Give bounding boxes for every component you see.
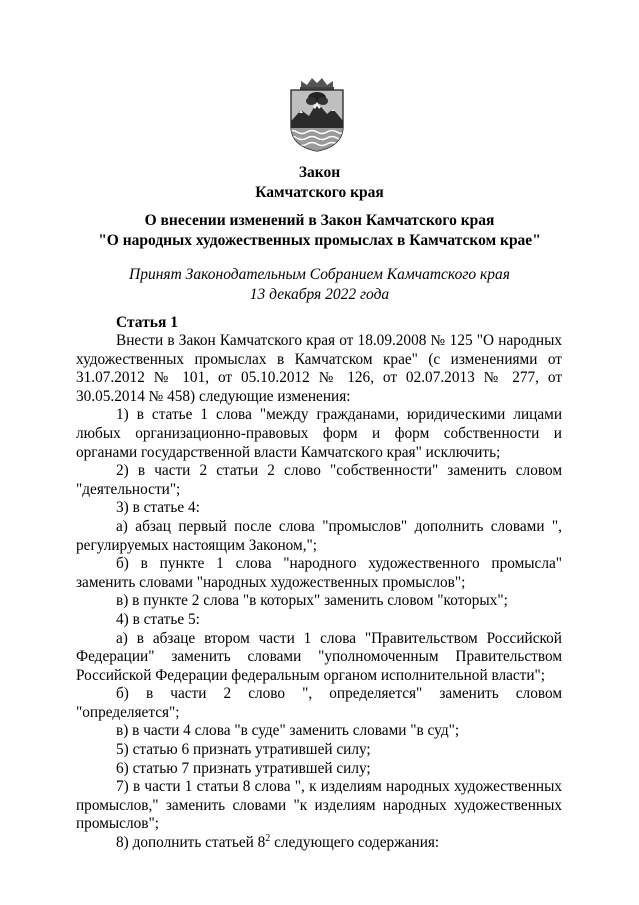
paragraph: 3) в статье 4: [116,499,200,517]
adoption-date: 13 декабря 2022 года [249,286,390,303]
paragraph: 7) в части 1 статьи 8 слова ", к изделиям народных художественных промыслов," заменить словами "к изделиям народных художественных промыслов"; [76,778,562,833]
paragraph: Внести в Закон Камчатского края от 18.09.2008 № 125 "О народных художественных промыслах в Камчатском крае" (с изменениями от 31.07.2012 № 101, от 05.10.2012 № 126, от 02.07.2013 № 277, от 30.05.2014 № 458) следующие изменения: [76,332,562,405]
coat-of-arms-icon [287,76,347,152]
paragraph: 5) статью 6 признать утратившей силу; [116,741,371,759]
law-subject-line1: О внесении изменений в Закон Камчатского края [144,212,495,229]
paragraph: 6) статью 7 признать утратившей силу; [116,759,371,777]
paragraph: в) в части 4 слова "в суде" заменить словами "в суд"; [116,722,460,740]
law-subject-line2: "О народных художественных промыслах в Камчатском крае" [98,232,541,249]
paragraph: 1) в статье 1 слова "между гражданами, юридическими лицами любых организационно-правовых форм и форм собственности и органами государственной власти Камчатского края" исключить; [76,406,562,461]
superscript: 2 [265,833,271,845]
paragraph-last-text: 8) дополнить статьей 8 [116,834,266,852]
paragraph-last [76,834,562,853]
paragraph: 2) в части 2 статьи 2 слово "собственности" заменить словом "деятельности"; [76,462,562,498]
article-heading: Статья 1 [116,314,178,331]
paragraph-last-tail: следующего содержания: [270,834,440,852]
document-type-title: Закон [298,164,341,181]
paragraph: а) в абзаце втором части 1 слова "Правительством Российской Федерации" заменить словами "уполномоченным Правительством Российской Федерации федеральным органом исполнительной власти"; [76,629,562,684]
article-body [76,332,562,853]
paragraph: б) в части 2 слово ", определяется" заменить словом "определяется"; [76,685,562,721]
paragraph: в) в пункте 2 слова "в которых" заменить словом "которых"; [116,592,508,610]
issuer-title: Камчатского края [255,184,384,201]
paragraph: б) в пункте 1 слова "народного художественного промысла" заменить словами "народных художественных промыслов"; [76,555,562,591]
paragraph: 4) в статье 5: [116,610,200,628]
paragraph: а) абзац первый после слова "промыслов" дополнить словами ", регулируемых настоящим Законом,"; [76,517,562,554]
adoption-note: Принят Законодательным Собранием Камчатского края [129,266,510,283]
